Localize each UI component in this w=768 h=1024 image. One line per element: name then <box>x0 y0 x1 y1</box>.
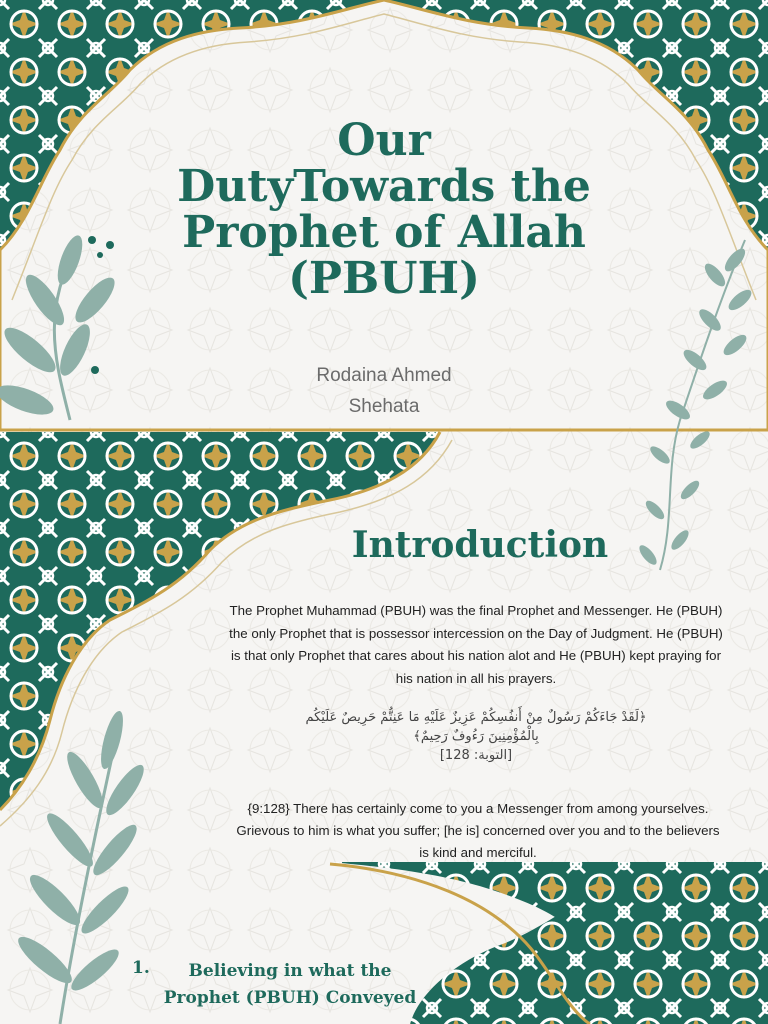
verse-translation: {9:128} There has certainly come to you a Messenger from among yourselves. Grievous to him is what you suffer; [he is] concerned over you and to the believers is kind and merciful. <box>236 801 720 860</box>
cover-title-line: (PBUH) <box>288 253 480 304</box>
author-line: Rodaina Ahmed <box>316 365 452 386</box>
cover-title-line: DutyTowards the <box>177 161 591 212</box>
verse-line: بِالْمُؤْمِنِينَ رَءُوفٌ رَحِيمٌ﴾ <box>413 729 539 744</box>
quran-verse <box>238 708 714 765</box>
cover-title-line: Prophet of Allah <box>182 207 586 258</box>
section-title-line: Prophet (PBUH) Conveyed <box>163 988 417 1008</box>
verse-reference: [التوبة: 128] <box>439 748 513 763</box>
section-number: 1. <box>132 958 150 978</box>
author-name <box>234 360 534 422</box>
verse-line: ﴿لَقَدْ جَاءَكُمْ رَسُولٌ مِنْ أَنفُسِكُمْ عَزِيزٌ عَلَيْهِ مَا عَنِتُّمْ حَرِيصٌ عَلَيْكُم <box>305 710 647 725</box>
cover-title-line: Our <box>337 115 431 166</box>
cover-title <box>140 115 628 304</box>
introduction-heading: Introduction <box>351 524 609 566</box>
section-title-line: Believing in what the <box>188 961 392 981</box>
section-title <box>152 958 428 1012</box>
author-line: Shehata <box>348 396 420 417</box>
introduction-body: The Prophet Muhammad (PBUH) was the final Prophet and Messenger. He (PBUH) the only Prophet that is possessor intercession on the Day of Judgment. He (PBUH) is that only Prophet that cares about his nation alot and He (PBUH) kept praying for his nation in all his prayers. <box>229 603 723 686</box>
